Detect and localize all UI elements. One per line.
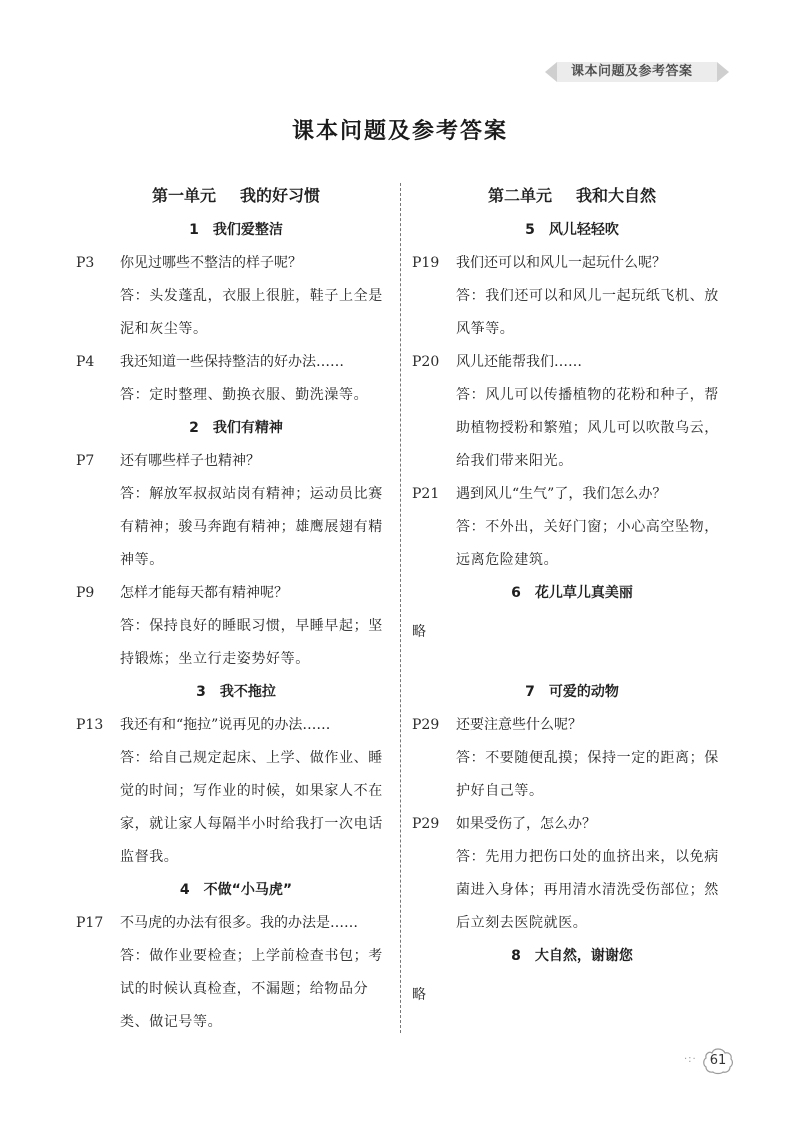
page-ref: P9: [76, 585, 95, 601]
page-ref: P29: [412, 717, 440, 733]
decorative-dots: ·:·: [684, 1054, 697, 1065]
unit-name: 第一单元: [151, 186, 216, 205]
question-text: 遇到风儿“生气”了，我们怎么办？: [456, 486, 667, 502]
answer-text: 答：不要随便乱摸；保持一定的距离；保护好自己等。: [456, 750, 719, 799]
lesson-name: 花儿草儿真美丽: [534, 585, 633, 601]
unit-title: [76, 178, 396, 214]
lesson-name: 不做“小马虎”: [203, 882, 293, 898]
lesson-title: [412, 676, 732, 709]
lesson-title: [412, 214, 732, 247]
answer-text: 答：做作业要检查；上学前检查书包；考试的时候认真检查，不漏题；给物品分类、做记号等。: [120, 948, 383, 1030]
question: [412, 247, 732, 280]
page-title: 课本问题及参考答案: [291, 119, 508, 144]
answer-text: 答：定时整理、勤换衣服、勤洗澡等。: [120, 387, 369, 403]
question: [412, 478, 732, 511]
question: [412, 808, 732, 841]
lesson-number: 8: [511, 948, 521, 964]
page-ref: P21: [412, 486, 440, 502]
answer-text: 答：给自己规定起床、上学、做作业、睡觉的时间；写作业的时候，如果家人不在家，就让家人每隔半小时给我打一次电话监督我。: [120, 750, 383, 865]
omitted-note: 略: [412, 987, 426, 1003]
lesson-title: [412, 940, 732, 973]
lesson-name: 风儿轻轻吹: [548, 222, 619, 238]
question: [76, 247, 396, 280]
answer-text: 答：头发蓬乱，衣服上很脏，鞋子上全是泥和灰尘等。: [120, 288, 383, 337]
question: [76, 346, 396, 379]
question-text: 怎样才能每天都有精神呢？: [120, 585, 288, 601]
question-text: 我还有和“拖拉”说再见的办法……: [120, 717, 331, 733]
unit-title: [412, 178, 732, 214]
page-number-badge: [702, 1047, 734, 1075]
question-text: 风儿还能帮我们……: [456, 354, 582, 370]
lesson-number: 3: [196, 684, 206, 700]
right-column: [412, 178, 732, 1039]
header-left-arrow-icon: [545, 62, 557, 82]
question: [412, 346, 732, 379]
left-column: [76, 178, 396, 1039]
lesson-title: [76, 412, 396, 445]
question: [76, 445, 396, 478]
running-header: [545, 54, 745, 84]
page-ref: P7: [76, 453, 95, 469]
unit-topic: 我和大自然: [576, 186, 657, 205]
question: [412, 709, 732, 742]
answer-text: 答：先用力把伤口处的血挤出来，以免病菌进入身体；再用清水清洗受伤部位；然后立刻去医院就医。: [456, 849, 719, 931]
question-text: 我还知道一些保持整洁的好办法……: [120, 354, 344, 370]
page-ref: P29: [412, 816, 440, 832]
lesson-name: 我们有精神: [212, 420, 283, 436]
lesson-name: 我不拖拉: [219, 684, 276, 700]
unit-name: 第二单元: [487, 186, 552, 205]
lesson-number: 6: [511, 585, 521, 601]
question-text: 我们还可以和风儿一起玩什么呢？: [456, 255, 666, 271]
lesson-title: [76, 676, 396, 709]
page-ref: P19: [412, 255, 440, 271]
page-ref: P20: [412, 354, 440, 370]
page-ref: P3: [76, 255, 95, 271]
lesson-title: [76, 874, 396, 907]
lesson-number: 5: [525, 222, 535, 238]
lesson-name: 我们爱整洁: [212, 222, 283, 238]
lesson-name: 大自然，谢谢您: [534, 948, 633, 964]
question-text: 你见过哪些不整洁的样子呢？: [120, 255, 302, 271]
answer-text: 答：我们还可以和风儿一起玩纸飞机、放风筝等。: [456, 288, 719, 337]
question: [76, 577, 396, 610]
question: [76, 709, 396, 742]
lesson-number: 2: [189, 420, 199, 436]
answer-text: 答：风儿可以传播植物的花粉和种子，帮助植物授粉和繁殖；风儿可以吹散乌云，给我们带来阳光。: [456, 387, 719, 469]
lesson-number: 4: [179, 882, 190, 898]
page-number: 61: [709, 1053, 727, 1068]
question: [76, 907, 396, 940]
lesson-title: [76, 214, 396, 247]
lesson-name: 可爱的动物: [548, 684, 619, 700]
header-label: 课本问题及参考答案: [571, 64, 693, 79]
header-right-arrow-icon: [717, 62, 729, 82]
question-text: 还有哪些样子也精神？: [120, 453, 260, 469]
unit-topic: 我的好习惯: [240, 186, 321, 205]
page-ref: P17: [76, 915, 104, 931]
lesson-title: [412, 577, 732, 610]
column-divider: [400, 183, 401, 1033]
question-text: 还要注意些什么呢？: [456, 717, 582, 733]
page-ref: P13: [76, 717, 104, 733]
page-ref: P4: [76, 354, 95, 370]
answer-text: 答：不外出，关好门窗；小心高空坠物，远离危险建筑。: [456, 519, 719, 568]
question-text: 如果受伤了，怎么办？: [456, 816, 596, 832]
answer-text: 答：解放军叔叔站岗有精神；运动员比赛有精神；骏马奔跑有精神；雄鹰展翅有精神等。: [120, 486, 383, 568]
lesson-number: 7: [525, 684, 535, 700]
omitted-note: 略: [412, 624, 426, 640]
answer-text: 答：保持良好的睡眠习惯，早睡早起；坚持锻炼；坐立行走姿势好等。: [120, 618, 383, 667]
question-text: 不马虎的办法有很多。我的办法是……: [120, 915, 358, 931]
lesson-number: 1: [189, 222, 199, 238]
